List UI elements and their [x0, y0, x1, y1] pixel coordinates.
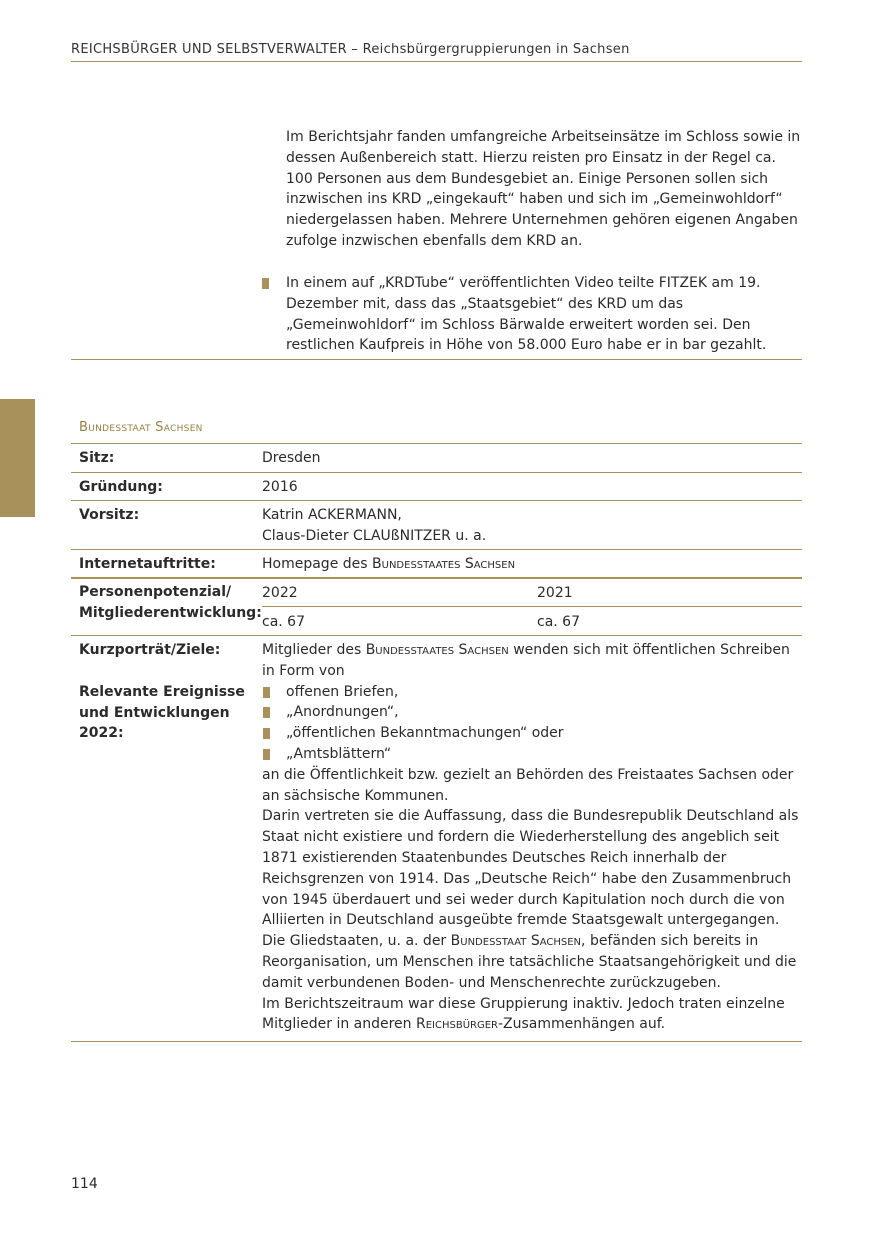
kurz-list	[262, 682, 802, 765]
label-ereignisse-1: Relevante Ereignisse	[79, 683, 245, 700]
bullet-marker-icon	[263, 687, 270, 698]
personen-grid	[262, 579, 802, 635]
section-divider	[71, 359, 802, 360]
internet-org: Bundesstaates Sachsen	[372, 556, 516, 572]
label-personen-1: Personenpotenzial/	[79, 584, 232, 600]
kurz-para4-2: -Zusammenhängen auf.	[498, 1016, 666, 1033]
header-sub: Reichsbürgergruppierungen in Sachsen	[362, 42, 630, 57]
label-gruendung: Gründung:	[79, 479, 163, 495]
year-2021: 2021	[537, 585, 573, 601]
intro-paragraph	[286, 127, 801, 252]
value-2022: ca. 67	[262, 614, 305, 630]
kurz-para4	[262, 994, 802, 1036]
page-number: 114	[71, 1176, 98, 1192]
kurz-para4-1: Im Berichtszeitraum war diese Gruppierung inaktiv. Jedoch traten einzelne Mitglieder in anderen	[262, 995, 785, 1033]
bullet-marker-icon	[263, 728, 270, 739]
profile-table	[71, 443, 802, 1042]
bullet-marker-icon	[262, 278, 269, 289]
row-sitz	[71, 443, 802, 472]
intro-paragraph-text: Im Berichtsjahr fanden umfangreiche Arbeitseinsätze im Schloss sowie in dessen Außenbereich statt. Hierzu reisten pro Einsatz in der Regel ca. 100 Personen aus dem Bundesgebiet an. Einige Personen sollen sich inzwischen ins KRD „eingekauft“ haben und sich im „Gemeinwohldorf“ niedergelassen haben. Mehrere Unternehmen gehören eigenen Angaben zufolge inzwischen ebenfalls dem KRD an.	[286, 129, 801, 249]
label-vorsitz: Vorsitz:	[79, 507, 140, 523]
header-separator: –	[346, 42, 363, 57]
list-item	[262, 702, 802, 723]
row-internet	[71, 549, 802, 577]
kurz-intro-prefix: Mitglieder des	[262, 642, 366, 658]
header-main: REICHSBÜRGER UND SELBSTVERWALTER	[71, 42, 347, 57]
bullet-marker-icon	[263, 749, 270, 760]
kurz-after: an die Öffentlichkeit bzw. gezielt an Behörden des Freistaates Sachsen oder an sächsische Kommunen.	[262, 766, 794, 804]
row-kurzportraet	[71, 635, 802, 1042]
section-title: Bundesstaat Sachsen	[79, 420, 203, 435]
list-item-text: „Amtsblättern“	[286, 745, 392, 762]
list-item	[262, 723, 802, 744]
internet-prefix: Homepage des	[262, 556, 373, 572]
value-gruendung: 2016	[262, 479, 298, 495]
row-gruendung	[71, 472, 802, 500]
intro-bullet-text: In einem auf „KRDTube“ veröffentlichten Video teilte FITZEK am 19. Dezember mit, dass das „Staatsgebiet“ des KRD um das „Gemeinwohldorf“ im Schloss Bärwalde erweitert worden sei. Den restlichen Kaufpreis in Höhe von 58.000 Euro habe er in bar gezahlt.	[286, 275, 767, 354]
chapter-tab-marker	[0, 399, 35, 517]
kurz-para3-prefix: Die Gliedstaaten, u. a. der	[262, 933, 451, 950]
intro-bullet	[261, 273, 801, 356]
value-kurzportraet	[262, 636, 802, 1035]
label-kurz-ziele: Kurzporträt/Ziele:	[79, 642, 221, 658]
personen-values-row	[262, 607, 802, 635]
value-internet	[262, 550, 802, 577]
label-kurzportraet	[71, 636, 262, 1035]
value-sitz: Dresden	[262, 450, 321, 466]
kurz-para3	[262, 931, 802, 993]
list-item-text: offenen Briefen,	[286, 683, 399, 700]
value-2021: ca. 67	[537, 614, 580, 630]
vorsitz-line-1: Katrin ACKERMANN,	[262, 507, 402, 523]
vorsitz-line-2: Claus-Dieter CLAUßNITZER u. a.	[262, 527, 487, 544]
list-item	[262, 744, 802, 765]
row-vorsitz	[71, 500, 802, 549]
label-ereignisse-2: und Entwicklungen	[79, 704, 230, 721]
label-personen	[71, 579, 262, 635]
list-item-text: „Anordnungen“,	[286, 704, 399, 721]
label-ereignisse-3: 2022:	[79, 725, 124, 742]
year-2022: 2022	[262, 585, 298, 601]
row-personen	[71, 577, 802, 635]
kurz-intro	[262, 640, 802, 682]
label-internet: Internetauftritte:	[79, 556, 216, 572]
personen-years-row	[262, 579, 802, 607]
kurz-para3-suffix: , befänden sich bereits in Reorganisation, um Menschen ihre tatsächliche Staatsangehörigkeit und die damit verbundenen Boden- und Menschenrechte zurückzugeben.	[262, 933, 797, 991]
label-personen-2: Mitgliederentwicklung:	[79, 604, 262, 621]
bullet-marker-icon	[263, 707, 270, 718]
list-item-text: „öffentlichen Bekanntmachungen“ oder	[286, 725, 564, 742]
value-vorsitz	[262, 501, 802, 549]
kurz-para2: Darin vertreten sie die Auffassung, dass die Bundesrepublik Deutschland als Staat nicht existiere und fordern die Wiederherstellung des angeblich seit 1871 existierenden Staatenbundes Deutsches Reich innerhalb der Reichsgrenzen von 1914. Das „Deutsche Reich“ habe den Zusammenbruch von 1945 überdauert und sei weder durch Kapitulation noch durch die von Alliierten in Deutschland ausgeübte fremde Staatsgewalt untergegangen.	[262, 808, 799, 929]
list-item	[262, 682, 802, 703]
kurz-para3-org: Bundesstaat Sachsen	[450, 933, 582, 950]
kurz-intro-suffix: wenden sich mit öffentlichen Schreiben in Form von	[262, 642, 790, 679]
label-sitz: Sitz:	[79, 450, 115, 466]
kurz-intro-org: Bundesstaates Sachsen	[365, 642, 509, 658]
kurz-para4-org: Reichsbürger	[416, 1016, 498, 1033]
running-header	[71, 42, 802, 62]
